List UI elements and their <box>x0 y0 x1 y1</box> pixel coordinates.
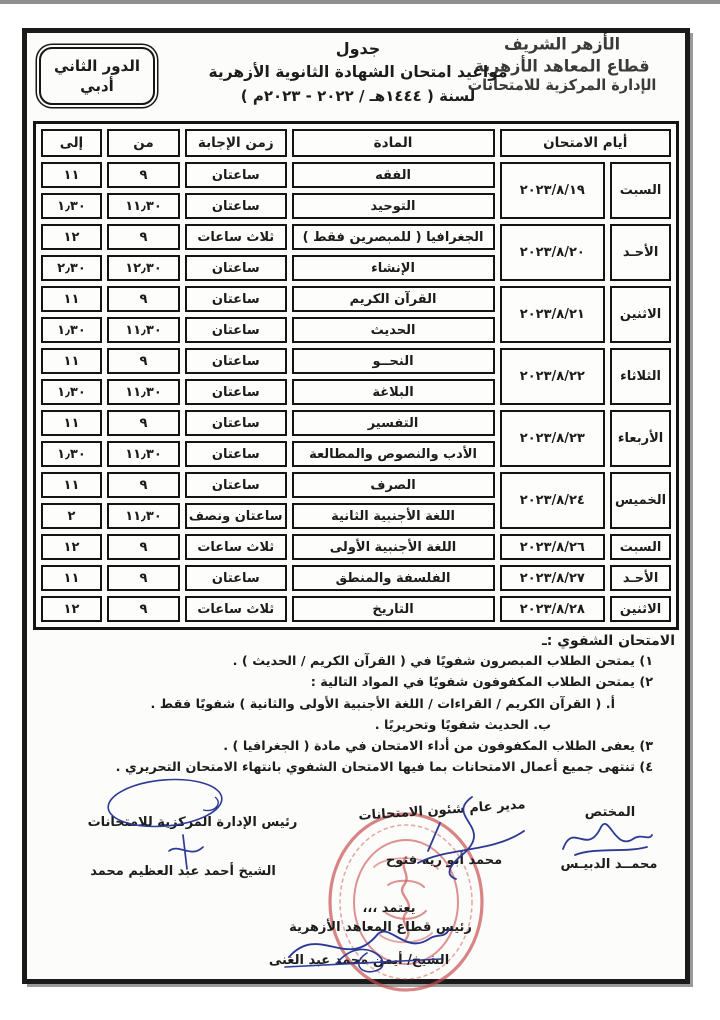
header-answer-time: زمن الإجابة <box>185 129 287 157</box>
duration-cell: ساعتان <box>185 255 287 281</box>
subject-cell: البلاغة <box>292 379 495 405</box>
to-cell: ١١ <box>41 410 102 436</box>
day-cell: الأحـد <box>610 224 671 281</box>
subject-cell: الفلسفة والمنطق <box>292 565 495 591</box>
duration-cell: ساعتان <box>185 379 287 405</box>
day-cell: الأحـد <box>610 565 671 591</box>
note-line-1: ١) يمتحن الطلاب المبصرون شفويًا في ( القرآن الكريم / الحديث ) . <box>232 654 653 669</box>
day-cell: السبت <box>610 162 671 219</box>
from-cell: ١١٫٣٠ <box>107 193 180 219</box>
exams-director-label: مدير عام شئون الامتحانات <box>358 797 526 824</box>
signature-ellipse-scribble <box>103 775 227 833</box>
date-cell: ٢٠٢٣/٨/٢٣ <box>500 410 606 467</box>
duration-cell: ساعتان <box>185 317 287 343</box>
to-cell: ١٫٣٠ <box>41 441 102 467</box>
central-admin-head-name: الشيخ أحمد عبد العظيم محمد <box>90 864 276 879</box>
day-cell: الأربعاء <box>610 410 671 467</box>
from-cell: ٩ <box>107 472 180 498</box>
subject-cell: التوحيد <box>292 193 495 219</box>
exam-schedule-table <box>33 121 679 630</box>
session-round: الدور الثاني <box>54 56 140 75</box>
day-cell: الاثنين <box>610 286 671 343</box>
table-header-row <box>41 129 671 157</box>
signature-specialist <box>555 813 655 863</box>
table-row <box>41 565 671 591</box>
subject-cell: الإنشاء <box>292 255 495 281</box>
date-cell: ٢٠٢٣/٨/٢٠ <box>500 224 606 281</box>
date-cell: ٢٠٢٣/٨/٢١ <box>500 286 606 343</box>
notes-heading: الامتحان الشفوي :ـ <box>541 633 675 649</box>
date-cell: ٢٠٢٣/٨/١٩ <box>500 162 606 219</box>
signature-sector-head <box>279 915 454 977</box>
duration-cell: ثلاث ساعات <box>185 534 287 560</box>
logo-line-3: الإدارة المركزية للامتحانات <box>467 77 657 95</box>
central-admin-head-label: رئيس الإدارة المركزية للامتحانات <box>87 815 298 830</box>
duration-cell: ثلاث ساعات <box>185 596 287 622</box>
from-cell: ١١٫٣٠ <box>107 379 180 405</box>
subject-cell: اللغة الأجنبية الثانية <box>292 503 495 529</box>
duration-cell: ساعتان <box>185 286 287 312</box>
note-line-2: ٢) يمتحن الطلاب المكفوفون شفويًا في المواد التالية : <box>310 675 653 691</box>
day-cell: الاثنين <box>610 596 671 622</box>
from-cell: ٩ <box>107 565 180 591</box>
from-cell: ١١٫٣٠ <box>107 317 180 343</box>
from-cell: ٩ <box>107 596 180 622</box>
to-cell: ١٫٣٠ <box>41 317 102 343</box>
from-cell: ٩ <box>107 286 180 312</box>
note-line-2b: ب. الحديث شفويًا وتحريريًا . <box>374 717 551 733</box>
specialist-label: المختص <box>584 805 636 820</box>
signature-exams-director <box>400 793 530 883</box>
title-main: مواعيد امتحان الشهادة الثانوية الأزهرية <box>208 63 508 81</box>
specialist-name: محمــد الدبيـس <box>560 857 658 872</box>
date-cell: ٢٠٢٣/٨/٢٨ <box>500 596 606 622</box>
duration-cell: ساعتان ونصف <box>185 503 287 529</box>
to-cell: ١١ <box>41 348 102 374</box>
document-title <box>193 39 523 105</box>
to-cell: ١٢ <box>41 534 102 560</box>
subject-cell: النحــو <box>292 348 495 374</box>
note-line-4: ٤) تنتهى جميع أعمال الامتحانات بما فيها الامتحان الشفوي بانتهاء الامتحان التحريري . <box>115 760 653 776</box>
table-row <box>41 286 671 312</box>
day-cell: السبت <box>610 534 671 560</box>
from-cell: ٩ <box>107 534 180 560</box>
note-line-3: ٣) يعفى الطلاب المكفوفون من أداء الامتحان في مادة ( الجغرافيا ) . <box>223 739 653 755</box>
session-track-box <box>39 47 155 105</box>
sector-head-name: الشيخ/ أيمن محمد عبد الغنى <box>268 953 450 968</box>
header-days: أيام الامتحان <box>500 129 671 157</box>
duration-cell: ساعتان <box>185 410 287 436</box>
to-cell: ٢٫٣٠ <box>41 255 102 281</box>
subject-cell: اللغة الأجنبية الأولى <box>292 534 495 560</box>
subject-cell: التفسير <box>292 410 495 436</box>
subject-cell: القرآن الكريم <box>292 286 495 312</box>
table-row <box>41 534 671 560</box>
to-cell: ٢ <box>41 503 102 529</box>
date-cell: ٢٠٢٣/٨/٢٢ <box>500 348 606 405</box>
title-word: جدول <box>335 39 381 58</box>
to-cell: ١١ <box>41 162 102 188</box>
header-from: من <box>107 129 180 157</box>
duration-cell: ساعتان <box>185 162 287 188</box>
from-cell: ٩ <box>107 348 180 374</box>
date-cell: ٢٠٢٣/٨/٢٦ <box>500 534 606 560</box>
sector-head-title: رئيس قطاع المعاهد الأزهرية <box>289 920 472 935</box>
from-cell: ١١٫٣٠ <box>107 503 180 529</box>
duration-cell: ساعتان <box>185 193 287 219</box>
logo-line-1: الأزهر الشريف <box>503 33 621 54</box>
duration-cell: ساعتان <box>185 472 287 498</box>
table-row <box>41 224 671 250</box>
date-cell: ٢٠٢٣/٨/٢٤ <box>500 472 606 529</box>
date-cell: ٢٠٢٣/٨/٢٧ <box>500 565 606 591</box>
subject-cell: الحديث <box>292 317 495 343</box>
session-track: أدبي <box>80 77 114 95</box>
approval-word: يعتمد ،،، <box>362 901 416 916</box>
oral-exam-notes <box>39 633 675 781</box>
to-cell: ١٢ <box>41 596 102 622</box>
logo-line-2: قطاع المعاهد الأزهرية <box>474 55 650 76</box>
signature-central-admin-head <box>161 833 209 875</box>
header-to: إلى <box>41 129 102 157</box>
duration-cell: ثلاث ساعات <box>185 224 287 250</box>
page-frame <box>22 28 690 984</box>
table-row <box>41 410 671 436</box>
from-cell: ٩ <box>107 162 180 188</box>
from-cell: ١١٫٣٠ <box>107 441 180 467</box>
header-subject: المادة <box>292 129 495 157</box>
exams-director-name: محمد أبو ريه فتوح <box>385 853 503 868</box>
from-cell: ٩ <box>107 410 180 436</box>
note-line-2a: أ. ( القرآن الكريم / القراءات / اللغة الأجنبية الأولى والثانية ) شفويًا فقط . <box>150 696 615 712</box>
table-row <box>41 472 671 498</box>
from-cell: ٩ <box>107 224 180 250</box>
subject-cell: الصرف <box>292 472 495 498</box>
duration-cell: ساعتان <box>185 565 287 591</box>
subject-cell: الأدب والنصوص والمطالعة <box>292 441 495 467</box>
to-cell: ١٫٣٠ <box>41 379 102 405</box>
table-row <box>41 348 671 374</box>
to-cell: ١٢ <box>41 224 102 250</box>
title-year: لسنة ( ١٤٤٤هـ / ٢٠٢٢ - ٢٠٢٣م ) <box>240 87 476 105</box>
table-row <box>41 596 671 622</box>
to-cell: ١١ <box>41 286 102 312</box>
duration-cell: ساعتان <box>185 348 287 374</box>
to-cell: ١٫٣٠ <box>41 193 102 219</box>
from-cell: ١٢٫٣٠ <box>107 255 180 281</box>
subject-cell: الجغرافيا ( للمبصرين فقط ) <box>292 224 495 250</box>
day-cell: الثلاثاء <box>610 348 671 405</box>
to-cell: ١١ <box>41 472 102 498</box>
table-row <box>41 162 671 188</box>
to-cell: ١١ <box>41 565 102 591</box>
subject-cell: التاريخ <box>292 596 495 622</box>
day-cell: الخميس <box>610 472 671 529</box>
duration-cell: ساعتان <box>185 441 287 467</box>
subject-cell: الفقه <box>292 162 495 188</box>
scan-edge-strip <box>0 0 720 4</box>
